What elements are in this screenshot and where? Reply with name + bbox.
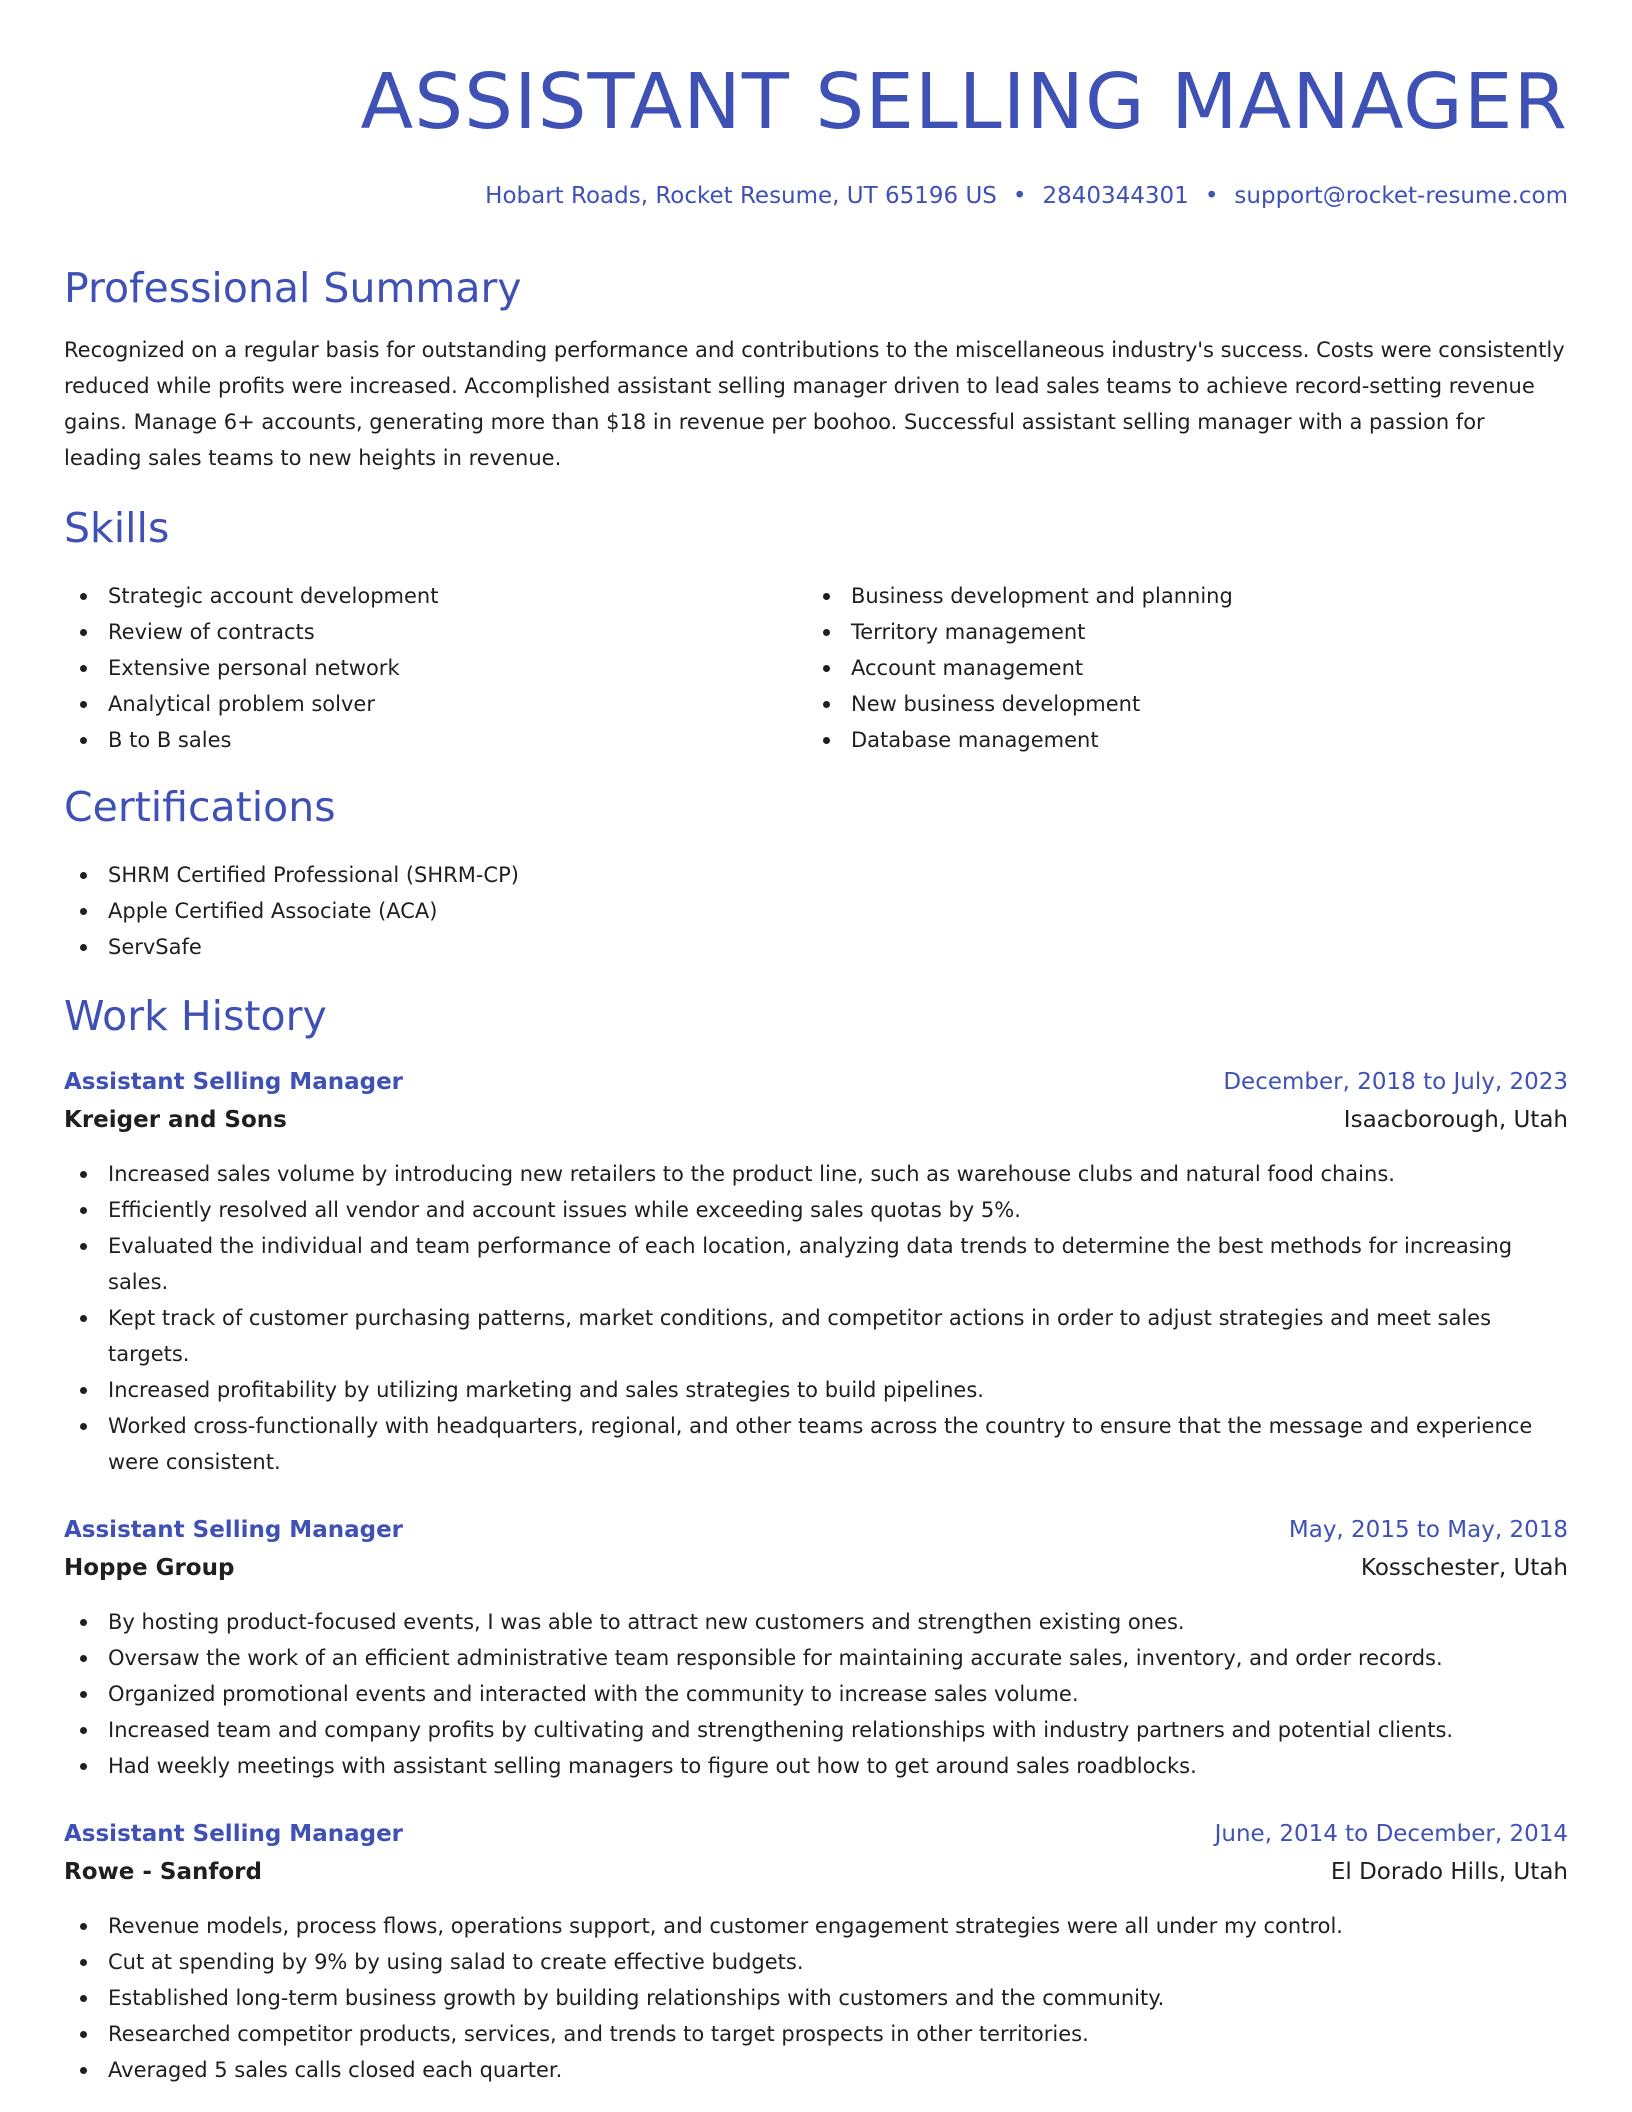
job-bullet: Increased team and company profits by cultivating and strengthening relationships with industry partners and potential clients. bbox=[64, 1712, 1568, 1748]
skill-item: B to B sales bbox=[64, 722, 764, 758]
contact-address: Hobart Roads, Rocket Resume, UT 65196 US bbox=[485, 183, 997, 209]
job-entry bbox=[64, 1064, 1568, 1480]
certification-item: SHRM Certified Professional (SHRM-CP) bbox=[64, 857, 1568, 893]
job-title: Assistant Selling Manager bbox=[64, 1821, 404, 1847]
skill-item: Strategic account development bbox=[64, 578, 764, 614]
job-bullet: Established long-term business growth by building relationships with customers and the community. bbox=[64, 1980, 1568, 2016]
job-bullet: Kept track of customer purchasing patterns, market conditions, and competitor actions in order to adjust strategies and meet sales targets. bbox=[64, 1300, 1568, 1372]
job-dates: June, 2014 to December, 2014 bbox=[1214, 1821, 1568, 1847]
job-title-row bbox=[64, 1064, 1568, 1100]
job-bullet: Oversaw the work of an efficient administrative team responsible for maintaining accurate sales, inventory, and order records. bbox=[64, 1640, 1568, 1676]
job-dates: December, 2018 to July, 2023 bbox=[1223, 1069, 1568, 1095]
contact-separator: • bbox=[1012, 183, 1027, 209]
job-entry bbox=[64, 1512, 1568, 1784]
contact-separator: • bbox=[1204, 183, 1219, 209]
job-title-row bbox=[64, 1512, 1568, 1548]
certifications-list bbox=[64, 857, 1568, 965]
job-title: Assistant Selling Manager bbox=[64, 1517, 404, 1543]
job-company: Rowe - Sanford bbox=[64, 1859, 262, 1885]
summary-heading: Professional Summary bbox=[64, 264, 522, 312]
job-bullet: Revenue models, process flows, operations support, and customer engagement strategies were all under my control. bbox=[64, 1908, 1568, 1944]
certifications-heading: Certifications bbox=[64, 783, 336, 831]
job-title-row bbox=[64, 1816, 1568, 1852]
job-bullets bbox=[64, 1908, 1568, 2088]
candidate-title: ASSISTANT SELLING MANAGER bbox=[360, 58, 1568, 147]
contact-email[interactable]: support@rocket-resume.com bbox=[1234, 183, 1568, 209]
job-location: Isaacborough, Utah bbox=[1343, 1107, 1568, 1133]
job-bullet: Cut at spending by 9% by using salad to create effective budgets. bbox=[64, 1944, 1568, 1980]
job-company-row bbox=[64, 1550, 1568, 1586]
job-title: Assistant Selling Manager bbox=[64, 1069, 404, 1095]
certification-item: ServSafe bbox=[64, 929, 1568, 965]
skill-item: Business development and planning bbox=[807, 578, 1507, 614]
job-company-row bbox=[64, 1102, 1568, 1138]
skill-item: Database management bbox=[807, 722, 1507, 758]
skill-item: Extensive personal network bbox=[64, 650, 764, 686]
work-history-heading: Work History bbox=[64, 992, 327, 1040]
skill-item: Account management bbox=[807, 650, 1507, 686]
job-bullet: Increased profitability by utilizing marketing and sales strategies to build pipelines. bbox=[64, 1372, 1568, 1408]
skill-item: Territory management bbox=[807, 614, 1507, 650]
skills-list-left bbox=[64, 578, 764, 758]
skills-heading: Skills bbox=[64, 504, 170, 552]
skill-item: Analytical problem solver bbox=[64, 686, 764, 722]
certification-item: Apple Certified Associate (ACA) bbox=[64, 893, 1568, 929]
skill-item: New business development bbox=[807, 686, 1507, 722]
job-bullets bbox=[64, 1156, 1568, 1480]
job-company: Hoppe Group bbox=[64, 1555, 235, 1581]
job-bullet: Had weekly meetings with assistant selling managers to figure out how to get around sales roadblocks. bbox=[64, 1748, 1568, 1784]
summary-text: Recognized on a regular basis for outstanding performance and contributions to the miscellaneous industry's success. Costs were consistently reduced while profits were increased. Accomplished assistant selling manager driven to lead sales teams to achieve record-setting revenue gains. Manage 6+ accounts, generating more than $18 in revenue per boohoo. Successful assistant selling manager with a passion for leading sales teams to new heights in revenue. bbox=[64, 338, 1565, 470]
job-company: Kreiger and Sons bbox=[64, 1107, 287, 1133]
job-company-row bbox=[64, 1854, 1568, 1890]
job-dates: May, 2015 to May, 2018 bbox=[1288, 1517, 1568, 1543]
job-bullet: Efficiently resolved all vendor and account issues while exceeding sales quotas by 5%. bbox=[64, 1192, 1568, 1228]
skill-item: Review of contracts bbox=[64, 614, 764, 650]
job-bullet: Researched competitor products, services, and trends to target prospects in other territories. bbox=[64, 2016, 1568, 2052]
job-bullet: Organized promotional events and interacted with the community to increase sales volume. bbox=[64, 1676, 1568, 1712]
job-bullet: Evaluated the individual and team performance of each location, analyzing data trends to determine the best methods for increasing sales. bbox=[64, 1228, 1568, 1300]
skills-list-right bbox=[807, 578, 1507, 758]
contact-line bbox=[485, 180, 1568, 212]
job-location: Kosschester, Utah bbox=[1360, 1555, 1568, 1581]
job-entry bbox=[64, 1816, 1568, 2088]
job-bullets bbox=[64, 1604, 1568, 1784]
job-bullet: Increased sales volume by introducing new retailers to the product line, such as warehouse clubs and natural food chains. bbox=[64, 1156, 1568, 1192]
job-bullet: By hosting product-focused events, I was able to attract new customers and strengthen existing ones. bbox=[64, 1604, 1568, 1640]
job-location: El Dorado Hills, Utah bbox=[1330, 1859, 1568, 1885]
job-bullet: Worked cross-functionally with headquarters, regional, and other teams across the country to ensure that the message and experience were consistent. bbox=[64, 1408, 1568, 1480]
job-bullet: Averaged 5 sales calls closed each quarter. bbox=[64, 2052, 1568, 2088]
contact-phone: 2840344301 bbox=[1042, 183, 1189, 209]
